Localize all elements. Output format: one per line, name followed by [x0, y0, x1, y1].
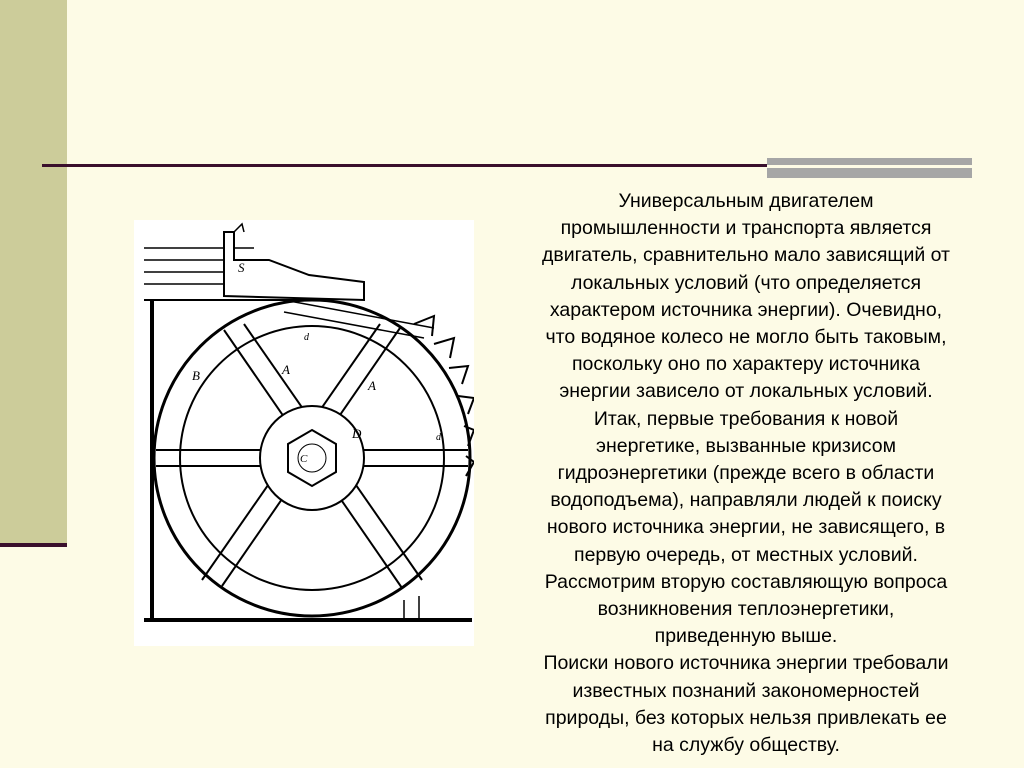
left-band-underline: [0, 543, 67, 547]
label-c: C: [300, 453, 308, 465]
label-a-right: A: [368, 378, 376, 393]
body-paragraph: Универсальным двигателем промышленности и транспорта является двигатель, сравнительно мало зависящий от локальных условий (что определяется характером источника энергии). Очевидно, что водяное колесо не могло быть таковым, поскольку оно по характеру источника энергии зависело от локальных условий. Итак, первые требования к новой энергетике, вызванные кризисом гидроэнергетики (прежде всего в области водоподъема), направляли людей к поиску нового источника энергии, не зависящего, в первую очередь, от местных условий. Рассмотрим вторую составляющую вопроса возникновения теплоэнергетики, приведенную выше. Поиски нового источника энергии требовали известных познаний закономерностей природы, без которых нельзя привлекать ее на службу обществу.: [541, 190, 950, 757]
header-rule: [42, 164, 772, 167]
label-d-top: d: [304, 332, 309, 343]
label-d: D: [352, 426, 362, 441]
support-posts: [404, 596, 419, 618]
label-d-right: d: [436, 432, 441, 443]
accent-bar-stripe: [767, 165, 972, 168]
left-accent-band: [0, 0, 67, 546]
label-a-left: A: [282, 362, 290, 377]
header-accent-bar: [767, 158, 972, 178]
gate-top: [234, 224, 244, 232]
water-wheel-illustration: [134, 220, 474, 646]
sluice-gate: [224, 232, 364, 300]
label-s: S: [238, 260, 245, 275]
label-b: B: [192, 368, 200, 383]
water-wheel-drawing: [134, 220, 474, 646]
